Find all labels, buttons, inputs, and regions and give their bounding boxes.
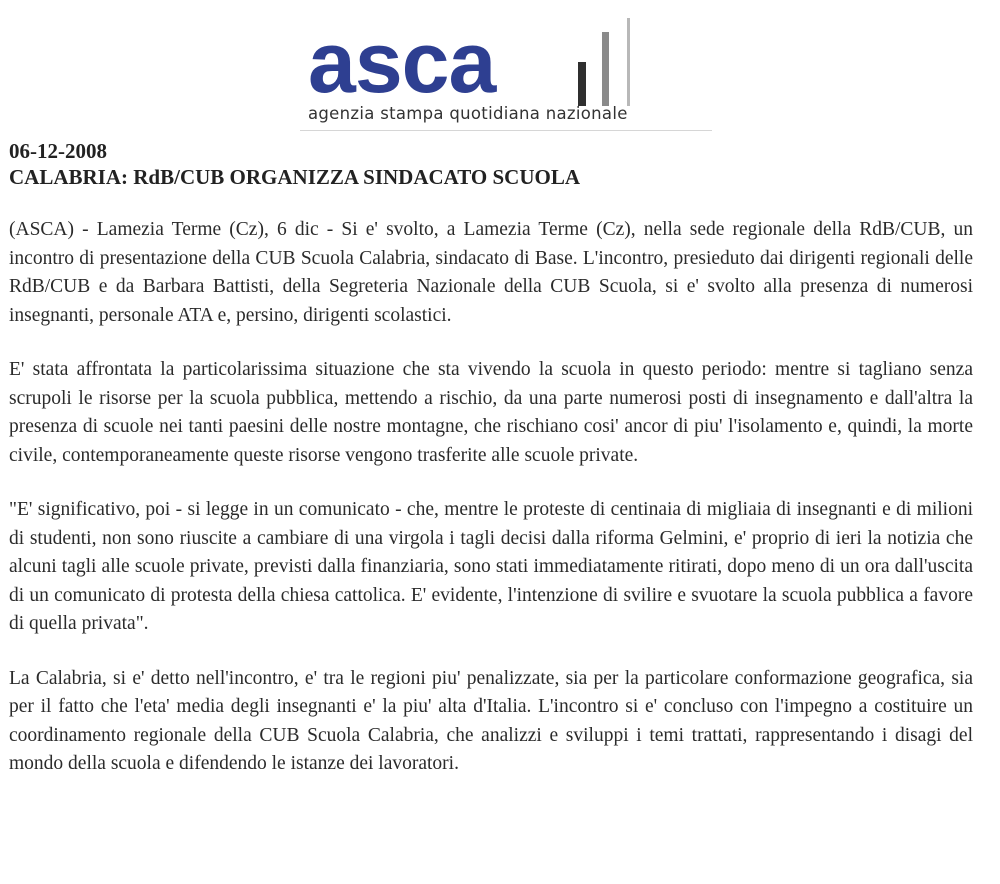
logo-bar-mid	[602, 32, 609, 106]
logo-bar-dark	[578, 62, 586, 106]
logo-bar-light	[627, 18, 630, 106]
logo-bars-graphic	[572, 6, 672, 106]
article	[9, 138, 973, 779]
masthead-divider	[300, 130, 712, 131]
masthead	[300, 6, 720, 134]
article-paragraph-3: "E' significativo, poi - si legge in un comunicato - che, mentre le proteste di centinaia di migliaia di insegnanti e di milioni di studenti, non sono riuscite a cambiare di una virgola i tagli decisi dalla riforma Gelmini, e' proprio di ieri la notizia che alcuni tagli alle scuole private, previsti dalla finanziaria, sono stati immediatamente ritirati, dopo meno di un ora dall'uscita di un comunicato di protesta della chiesa cattolica. E' evidente, l'intenzione di svilire e svuotare la scuola pubblica a favore di quella privata".	[9, 499, 973, 634]
article-paragraph-4: La Calabria, si e' detto nell'incontro, e' tra le regioni piu' penalizzate, sia per la particolare conformazione geografica, sia per il fatto che l'eta' media degli insegnanti e' la piu' alta d'Italia. L'incontro si e' concluso con l'impegno a costituire un coordinamento regionale della CUB Scuola Calabria, che analizzi e sviluppi i temi trattati, rappresentando i disagi del mondo della scuola e difendendo le istanze dei lavoratori.	[9, 667, 973, 774]
logo-tagline: agenzia stampa quotidiana nazionale	[308, 104, 628, 123]
article-date: 06-12-2008	[9, 139, 107, 163]
article-paragraph-2: E' stata affrontata la particolarissima situazione che sta vivendo la scuola in questo periodo: mentre si tagliano senza scrupoli le risorse per la scuola pubblica, mettendo a rischio, da una parte numerosi posti di insegnamento e dall'altra la presenza di scuole nei tanti paesini delle nostre montagne, che rischiano cosi' ancor di piu' l'isolamento e, quindi, la morte civile, contemporaneamente queste risorse vengono trasferite alle scuole private.	[9, 359, 973, 466]
article-paragraph-1: (ASCA) - Lamezia Terme (Cz), 6 dic - Si e' svolto, a Lamezia Terme (Cz), nella sede regionale della RdB/CUB, un incontro di presentazione della CUB Scuola Calabria, sindacato di Base. L'incontro, presieduto dai dirigenti regionali delle RdB/CUB e da Barbara Battisti, della Segreteria Nazionale della CUB Scuola, si e' svolto alla presenza di numerosi insegnanti, personale ATA e, persino, dirigenti scolastici.	[9, 219, 973, 326]
article-headline: CALABRIA: RdB/CUB ORGANIZZA SINDACATO SCUOLA	[9, 165, 580, 189]
asca-logo: asca	[308, 15, 496, 111]
